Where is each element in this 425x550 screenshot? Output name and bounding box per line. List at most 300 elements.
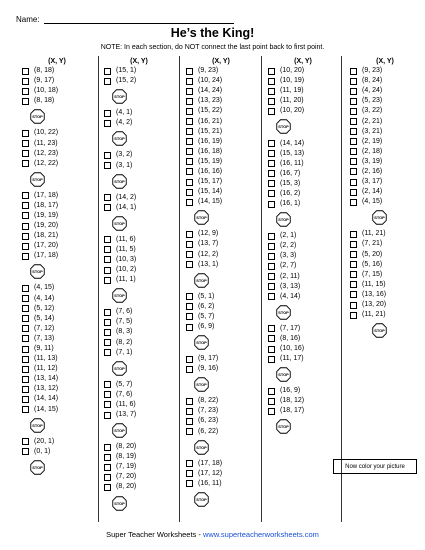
- coordinate-item: [104, 307, 174, 317]
- coordinate-label: (10, 19): [280, 77, 305, 85]
- stop-label: STOP: [32, 114, 43, 120]
- column-separator: [261, 56, 262, 522]
- coordinate-label: (13, 12): [34, 385, 59, 393]
- coordinate-item: [104, 380, 174, 390]
- stop-sign-icon: [112, 496, 127, 511]
- coordinate-label: (18, 17): [34, 201, 59, 209]
- coordinate-item: [186, 137, 256, 147]
- checkbox[interactable]: [22, 346, 29, 353]
- checkbox[interactable]: [104, 194, 111, 201]
- checkbox[interactable]: [268, 243, 275, 250]
- checkbox[interactable]: [186, 68, 193, 75]
- checkbox[interactable]: [268, 180, 275, 187]
- coordinate-label: (3, 1): [116, 161, 133, 169]
- coordinate-label: (12, 2): [198, 250, 219, 258]
- coordinate-item: [350, 310, 420, 320]
- checkbox[interactable]: [268, 68, 275, 75]
- coordinate-item: [350, 290, 420, 300]
- stop-label: STOP: [374, 328, 385, 334]
- coordinate-label: (7, 21): [362, 240, 383, 248]
- checkbox[interactable]: [350, 231, 357, 238]
- coordinate-label: (10, 16): [280, 345, 305, 353]
- checkbox[interactable]: [104, 152, 111, 159]
- coordinate-item: [104, 317, 174, 327]
- checkbox[interactable]: [350, 108, 357, 115]
- checkbox[interactable]: [268, 160, 275, 167]
- checkbox[interactable]: [22, 315, 29, 322]
- checkbox[interactable]: [186, 428, 193, 435]
- checkbox[interactable]: [268, 335, 275, 342]
- coordinate-item: [104, 203, 174, 213]
- coordinate-label: (17, 18): [34, 191, 59, 199]
- coordinate-label: (9, 23): [198, 67, 219, 75]
- stop-label: STOP: [114, 500, 125, 506]
- coordinate-item: [350, 96, 420, 106]
- checkbox[interactable]: [22, 366, 29, 373]
- checkbox[interactable]: [268, 108, 275, 115]
- coordinate-item: [186, 479, 256, 489]
- coordinate-item: [186, 250, 256, 260]
- checkbox[interactable]: [104, 339, 111, 346]
- coordinate-item: [186, 302, 256, 312]
- coordinate-item: [104, 400, 174, 410]
- checkbox[interactable]: [22, 202, 29, 209]
- coordinate-item: [22, 324, 92, 334]
- checkbox[interactable]: [268, 283, 275, 290]
- coordinate-item: [350, 106, 420, 116]
- checkbox[interactable]: [22, 88, 29, 95]
- coordinate-label: (4, 15): [362, 198, 383, 206]
- checkbox[interactable]: [350, 241, 357, 248]
- checkbox[interactable]: [350, 271, 357, 278]
- coordinate-label: (13, 20): [362, 301, 387, 309]
- coordinate-label: (13, 7): [198, 240, 219, 248]
- coordinate-label: (11, 6): [116, 235, 136, 243]
- coordinate-item: [268, 231, 338, 241]
- coordinate-label: (13, 16): [362, 290, 387, 298]
- checkbox[interactable]: [22, 305, 29, 312]
- coordinate-label: (14, 15): [198, 198, 223, 206]
- stop-row: [186, 270, 256, 287]
- checkbox[interactable]: [268, 293, 275, 300]
- coordinate-item: [22, 294, 92, 304]
- coordinate-label: (8, 16): [280, 334, 301, 342]
- coordinate-label: (17, 18): [34, 252, 59, 260]
- checkbox[interactable]: [186, 241, 193, 248]
- coordinate-item: [104, 462, 174, 472]
- checkbox[interactable]: [22, 285, 29, 292]
- checkbox[interactable]: [22, 98, 29, 105]
- checkbox[interactable]: [104, 162, 111, 169]
- checkbox[interactable]: [268, 78, 275, 85]
- checkbox[interactable]: [350, 168, 357, 175]
- coordinate-label: (5, 16): [362, 260, 383, 268]
- stop-label: STOP: [114, 428, 125, 434]
- checkbox[interactable]: [350, 251, 357, 258]
- coordinate-item: [350, 270, 420, 280]
- stop-sign-icon: [276, 212, 291, 227]
- checkbox[interactable]: [104, 110, 111, 117]
- checkbox[interactable]: [186, 480, 193, 487]
- checkbox[interactable]: [268, 356, 275, 363]
- coordinate-column-3: [186, 57, 256, 511]
- stop-label: STOP: [374, 215, 385, 221]
- checkbox[interactable]: [104, 267, 111, 274]
- coordinate-item: [350, 127, 420, 137]
- checkbox[interactable]: [104, 329, 111, 336]
- coordinate-item: [268, 149, 338, 159]
- stop-label: STOP: [278, 372, 289, 378]
- coordinate-item: [22, 241, 92, 251]
- coordinate-label: (9, 11): [34, 345, 54, 353]
- coordinate-label: (4, 14): [34, 294, 55, 302]
- checkbox[interactable]: [186, 251, 193, 258]
- checkbox[interactable]: [104, 277, 111, 284]
- checkbox[interactable]: [350, 78, 357, 85]
- checkbox[interactable]: [104, 236, 111, 243]
- checkbox[interactable]: [22, 233, 29, 240]
- checkbox[interactable]: [350, 88, 357, 95]
- checkbox[interactable]: [268, 346, 275, 353]
- checkbox[interactable]: [104, 391, 111, 398]
- checkbox[interactable]: [22, 68, 29, 75]
- checkbox[interactable]: [186, 189, 193, 196]
- checkbox[interactable]: [268, 170, 275, 177]
- checkbox[interactable]: [104, 309, 111, 316]
- checkbox[interactable]: [350, 179, 357, 186]
- stop-sign-icon: [276, 305, 291, 320]
- checkbox[interactable]: [22, 130, 29, 137]
- coordinate-item: [22, 211, 92, 221]
- coordinate-label: (15, 19): [198, 157, 223, 165]
- checkbox[interactable]: [186, 78, 193, 85]
- coordinate-label: (12, 9): [198, 230, 219, 238]
- coordinate-item: [268, 106, 338, 116]
- checkbox[interactable]: [104, 401, 111, 408]
- checkbox[interactable]: [350, 68, 357, 75]
- coordinate-item: [268, 261, 338, 271]
- stop-label: STOP: [114, 365, 125, 371]
- checkbox[interactable]: [268, 190, 275, 197]
- coordinate-item: [350, 229, 420, 239]
- coordinate-label: (8, 24): [362, 77, 383, 85]
- checkbox[interactable]: [186, 138, 193, 145]
- coordinate-label: (16, 11): [280, 159, 304, 167]
- checkbox[interactable]: [104, 319, 111, 326]
- checkbox[interactable]: [186, 313, 193, 320]
- coordinate-label: (11, 21): [362, 230, 386, 238]
- checkbox[interactable]: [22, 356, 29, 363]
- coordinate-label: (10, 22): [34, 129, 59, 137]
- coordinate-label: (7, 1): [116, 348, 133, 356]
- checkbox[interactable]: [22, 335, 29, 342]
- checkbox[interactable]: [22, 150, 29, 157]
- coordinate-label: (16, 7): [280, 169, 301, 177]
- checkbox[interactable]: [186, 470, 193, 477]
- stop-row: [186, 332, 256, 349]
- coordinate-item: [22, 149, 92, 159]
- coordinate-item: [268, 282, 338, 292]
- coordinate-item: [350, 167, 420, 177]
- stop-sign-icon: [372, 210, 387, 225]
- checkbox[interactable]: [268, 388, 275, 395]
- checkbox[interactable]: [22, 376, 29, 383]
- stop-label: STOP: [196, 340, 207, 346]
- checkbox[interactable]: [22, 448, 29, 455]
- column-header: (X, Y): [294, 58, 312, 65]
- checkbox[interactable]: [186, 108, 193, 115]
- footer-link[interactable]: www.superteacherworksheets.com: [202, 530, 319, 539]
- coordinate-label: (16, 2): [280, 189, 301, 197]
- coordinate-item: [268, 86, 338, 96]
- checkbox[interactable]: [268, 233, 275, 240]
- checkbox[interactable]: [104, 120, 111, 127]
- coordinate-item: [104, 245, 174, 255]
- stop-sign-icon: [194, 492, 209, 507]
- coordinate-item: [104, 118, 174, 128]
- checkbox[interactable]: [268, 98, 275, 105]
- checkbox[interactable]: [22, 406, 29, 413]
- coordinate-label: (18, 17): [280, 407, 305, 415]
- checkbox[interactable]: [186, 418, 193, 425]
- checkbox[interactable]: [22, 192, 29, 199]
- coordinate-item: [268, 138, 338, 148]
- checkbox[interactable]: [186, 398, 193, 405]
- coordinate-item: [186, 229, 256, 239]
- coordinate-label: (3, 19): [362, 157, 383, 165]
- coordinate-label: (8, 2): [116, 338, 133, 346]
- checkbox[interactable]: [350, 138, 357, 145]
- coordinate-label: (10, 3): [116, 255, 137, 263]
- checkbox[interactable]: [186, 460, 193, 467]
- coordinate-label: (5, 7): [116, 380, 133, 388]
- checkbox[interactable]: [186, 179, 193, 186]
- instruction-note: NOTE: In each section, do NOT connect the last point back to first point.: [100, 44, 325, 51]
- checkbox[interactable]: [186, 408, 193, 415]
- coordinate-item: [22, 374, 92, 384]
- coordinate-item: [186, 86, 256, 96]
- checkbox[interactable]: [22, 160, 29, 167]
- stop-row: [268, 116, 338, 133]
- checkbox[interactable]: [350, 189, 357, 196]
- checkbox[interactable]: [350, 118, 357, 125]
- checkbox[interactable]: [22, 140, 29, 147]
- checkbox[interactable]: [104, 246, 111, 253]
- checkbox[interactable]: [22, 325, 29, 332]
- checkbox[interactable]: [104, 412, 111, 419]
- checkbox[interactable]: [104, 68, 111, 75]
- checkbox[interactable]: [186, 261, 193, 268]
- coordinate-label: (11, 6): [116, 400, 136, 408]
- checkbox[interactable]: [350, 312, 357, 319]
- checkbox[interactable]: [186, 168, 193, 175]
- coordinate-label: (3, 17): [362, 178, 383, 186]
- checkbox[interactable]: [268, 88, 275, 95]
- checkbox[interactable]: [268, 253, 275, 260]
- coordinate-item: [104, 472, 174, 482]
- coordinate-item: [104, 235, 174, 245]
- footer-separator: -: [196, 530, 203, 539]
- checkbox[interactable]: [22, 295, 29, 302]
- coordinate-item: [186, 116, 256, 126]
- coordinate-label: (9, 17): [198, 355, 219, 363]
- checkbox[interactable]: [104, 78, 111, 85]
- coordinate-item: [186, 177, 256, 187]
- coordinate-item: [350, 157, 420, 167]
- checkbox[interactable]: [186, 324, 193, 331]
- coordinate-item: [22, 201, 92, 211]
- coordinate-item: [22, 394, 92, 404]
- stop-sign-icon: [30, 418, 45, 433]
- coordinate-item: [104, 348, 174, 358]
- checkbox[interactable]: [186, 303, 193, 310]
- coordinate-item: [350, 137, 420, 147]
- coordinate-label: (10, 18): [34, 87, 59, 95]
- coordinate-label: (11, 15): [362, 280, 386, 288]
- checkbox[interactable]: [186, 88, 193, 95]
- name-line[interactable]: [44, 14, 234, 24]
- stop-sign-icon: [112, 216, 127, 231]
- checkbox[interactable]: [186, 148, 193, 155]
- checkbox[interactable]: [350, 158, 357, 165]
- coordinate-item: [350, 177, 420, 187]
- coordinate-item: [104, 255, 174, 265]
- coordinate-item: [186, 459, 256, 469]
- coordinate-item: [186, 416, 256, 426]
- checkbox[interactable]: [350, 261, 357, 268]
- coordinate-label: (7, 15): [362, 270, 383, 278]
- coordinate-label: (4, 2): [116, 119, 133, 127]
- checkbox[interactable]: [22, 212, 29, 219]
- checkbox[interactable]: [104, 474, 111, 481]
- checkbox[interactable]: [350, 281, 357, 288]
- checkbox[interactable]: [104, 381, 111, 388]
- checkbox[interactable]: [350, 148, 357, 155]
- checkbox[interactable]: [350, 302, 357, 309]
- checkbox[interactable]: [186, 231, 193, 238]
- coordinate-item: [22, 334, 92, 344]
- checkbox[interactable]: [104, 484, 111, 491]
- checkbox[interactable]: [350, 199, 357, 206]
- coordinate-item: [186, 322, 256, 332]
- coordinate-item: [350, 280, 420, 290]
- checkbox[interactable]: [22, 253, 29, 260]
- checkbox[interactable]: [268, 408, 275, 415]
- checkbox[interactable]: [22, 243, 29, 250]
- checkbox[interactable]: [104, 204, 111, 211]
- checkbox[interactable]: [186, 128, 193, 135]
- checkbox[interactable]: [186, 158, 193, 165]
- stop-sign-icon: [112, 174, 127, 189]
- coordinate-item: [22, 76, 92, 86]
- checkbox[interactable]: [268, 325, 275, 332]
- checkbox[interactable]: [268, 201, 275, 208]
- checkbox[interactable]: [268, 263, 275, 270]
- coordinate-label: (2, 16): [362, 167, 383, 175]
- coordinate-item: [350, 250, 420, 260]
- coordinate-label: (4, 24): [362, 87, 383, 95]
- coordinate-item: [350, 116, 420, 126]
- stop-label: STOP: [196, 497, 207, 503]
- coordinate-item: [22, 159, 92, 169]
- coordinate-item: [268, 292, 338, 302]
- coordinate-item: [104, 160, 174, 170]
- coordinate-column-1: [22, 57, 92, 479]
- checkbox[interactable]: [186, 366, 193, 373]
- coordinate-label: (2, 14): [362, 188, 383, 196]
- column-header: (X, Y): [130, 58, 148, 65]
- checkbox[interactable]: [104, 349, 111, 356]
- coordinate-label: (12, 23): [34, 149, 59, 157]
- stop-row: [104, 213, 174, 230]
- checkbox[interactable]: [268, 398, 275, 405]
- coordinate-item: [268, 189, 338, 199]
- stop-row: [268, 416, 338, 433]
- coordinate-item: [186, 260, 256, 270]
- checkbox[interactable]: [186, 199, 193, 206]
- checkbox[interactable]: [104, 256, 111, 263]
- coordinate-item: [350, 187, 420, 197]
- checkbox[interactable]: [186, 356, 193, 363]
- checkbox[interactable]: [22, 396, 29, 403]
- coordinate-label: (7, 6): [116, 390, 133, 398]
- stop-sign-icon: [112, 361, 127, 376]
- checkbox[interactable]: [350, 128, 357, 135]
- checkbox[interactable]: [268, 273, 275, 280]
- coordinate-label: (16, 11): [198, 479, 222, 487]
- coordinate-item: [104, 265, 174, 275]
- coordinate-item: [186, 66, 256, 76]
- coordinate-label: (18, 21): [34, 232, 59, 240]
- coordinate-label: (11, 20): [280, 97, 304, 105]
- checkbox[interactable]: [186, 293, 193, 300]
- coordinate-item: [22, 66, 92, 76]
- coordinate-label: (5, 20): [362, 250, 383, 258]
- checkbox[interactable]: [186, 98, 193, 105]
- stop-label: STOP: [32, 176, 43, 182]
- stop-sign-icon: [194, 335, 209, 350]
- coordinate-label: (8, 20): [116, 443, 137, 451]
- checkbox[interactable]: [350, 98, 357, 105]
- coordinate-label: (2, 11): [280, 272, 300, 280]
- coordinate-label: (6, 2): [198, 302, 215, 310]
- coordinate-item: [186, 312, 256, 322]
- checkbox[interactable]: [22, 386, 29, 393]
- coordinate-item: [104, 390, 174, 400]
- stop-label: STOP: [32, 269, 43, 275]
- coordinate-item: [268, 241, 338, 251]
- checkbox[interactable]: [186, 118, 193, 125]
- checkbox[interactable]: [350, 291, 357, 298]
- checkbox[interactable]: [268, 150, 275, 157]
- checkbox[interactable]: [22, 78, 29, 85]
- stop-sign-icon: [276, 119, 291, 134]
- coordinate-label: (14, 1): [116, 203, 137, 211]
- checkbox[interactable]: [268, 140, 275, 147]
- column-separator: [179, 56, 180, 522]
- checkbox[interactable]: [104, 464, 111, 471]
- coordinate-item: [268, 159, 338, 169]
- coordinate-label: (7, 19): [116, 463, 137, 471]
- checkbox[interactable]: [104, 444, 111, 451]
- checkbox[interactable]: [22, 438, 29, 445]
- checkbox[interactable]: [22, 223, 29, 230]
- stop-label: STOP: [196, 444, 207, 450]
- worksheet-title: He’s the King!: [170, 26, 255, 40]
- checkbox[interactable]: [104, 454, 111, 461]
- coordinate-item: [268, 76, 338, 86]
- coordinate-item: [104, 108, 174, 118]
